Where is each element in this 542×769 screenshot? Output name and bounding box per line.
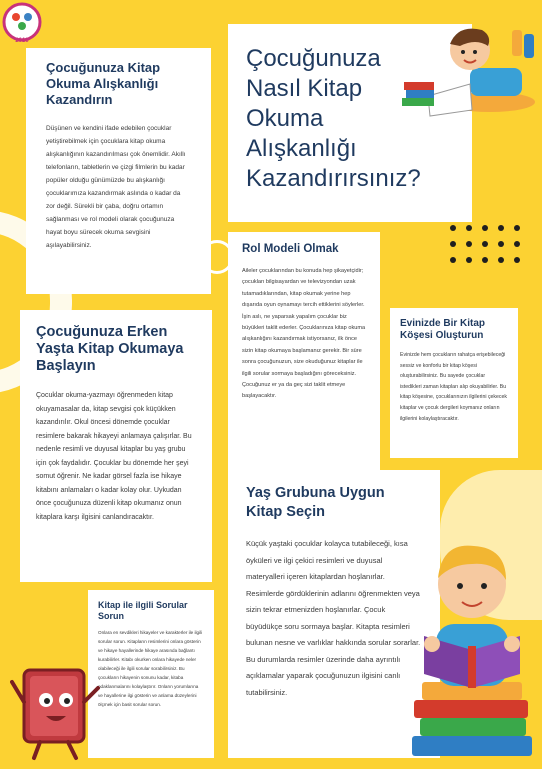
school-logo <box>2 2 42 46</box>
section-body: Evinizde hem çocukların rahatça erişebileceği sessiz ve konforlu bir kitap köşesi oluşturabilirsiniz. Bu sayede çocuklar istedikleri zaman kitapları alıp okuyabilirler. Bu kitap köşesine, çocuklarınızın ilgilerini çekecek kitaplar ve çocuk dergileri koymanız onların ilgilerini kolaylaştıracaktır. <box>400 352 507 422</box>
section-title: Evinizde Bir Kitap Köşesi Oluşturun <box>400 318 486 341</box>
section-body: Küçük yaştaki çocuklar kolayca tutabileceği, kısa öyküleri ve ilgi çekici resimleri ve duyusal materyalleri içeren kitaplardan hoşlanırlar. Resimlerde gördüklerinin adlarını öğrenmekten veya sizin tekrar etmenizden hoşlanırlar. Çocuk büyüdükçe soru sormaya başlar. Kitapta resimleri bulunan nesne ve varlıklar hakkında sorular sorarlar. Bu durumlarda resimler üzerinde daha ayrıntılı açıklamalar yaparak çocuğunuzun ilgisini canlı tutabilirsiniz. <box>246 539 421 697</box>
main-title: Çocuğunuza Nasıl Kitap Okuma Alışkanlığı Kazandırırsınız? <box>246 45 421 192</box>
section-body: Düşünen ve kendini ifade edebilen çocuklar yetiştirebilmek için çocuklara kitap okuma alışkanlığının kazandırılması çok önemlidir. Akıllı telefonların, tabletlerin ve çizgi filmlerin bu kadar popüler olduğu günümüzde bu alışkanlığı çocuklarımıza kazandırmak aslında o kadar da zor değil. Sürekli bir çaba, doğru ortamın sağlanması ve rol modeli olarak çocuğunuza hayat boyu sürecek okuma sevgisini aşılayabilirsiniz. <box>46 125 186 249</box>
habit-section <box>26 48 211 294</box>
book-corner-section <box>390 308 518 458</box>
section-title: Yaş Grubuna Uygun Kitap Seçin <box>246 485 385 520</box>
section-body: Aileler çocuklarından bu konuda hep şikayetçidir; çocukları bilgisayardan ve televizyondan uzak tutamadıklarından, kitap okumak yerine hep dışarıda oyun oynamayı tercih ettiklerini söylerler. İşin aslı, ne yaparsak yapalım çocuklar biz büyükleri taklit ederler. Çocuklarınıza kitap okuma alışkanlığını kazandırmak istiyorsanız, ilk önce sizin kitap okumaya başlamanız gerekir. Bir süre sonra çocuğunuzun, size okuduğunuz kitaplar ile ilgili sorular sormaya başladığını göreceksiniz. Çocuğunuz er ya da geç sizi taklit etmeye başlayacaktır. <box>242 268 366 400</box>
section-title: Çocuğunuza Erken Yaşta Kitap Okumaya Başlayın <box>36 324 184 374</box>
section-title: Rol Modeli Olmak <box>242 243 339 255</box>
logo-year: 2019 <box>15 38 29 44</box>
section-title: Kitap ile ilgili Sorular Sorun <box>98 600 188 621</box>
role-model-section <box>228 232 380 484</box>
questions-section <box>88 590 214 758</box>
section-title: Çocuğunuza Kitap Okuma Alışkanlığı Kazandırın <box>46 60 161 107</box>
early-reading-section <box>20 310 212 582</box>
boy-reading-illustration <box>400 12 542 124</box>
book-character-illustration <box>10 652 102 762</box>
section-body: Onlara en sevdikleri hikayeler ve karakterler ile ilgili sorular sorun. Kitapların resimlerini onlara gösterin ve hikaye hayallerinde hikaye arasında bağlantı kurabilirler. Kitabı okurken onlara hikayede neler olabileceği ile ilgili sorular sorabilirsiniz. Bu çocukların hikayenin sonunu kadar, kitaba odaklanmalarını kolaylaştırır. Onların yorumlarına ve hayallerine ilgi gösterin ve anlama düzeylerini ölçmek için basit sorular sorun. <box>98 630 203 707</box>
dot-grid <box>450 225 530 275</box>
boy-on-books-illustration <box>402 528 542 764</box>
section-body: Çocuklar okuma-yazmayı öğrenmeden kitap okuyamasalar da, kitap sevgisi çok küçükken kazandırılır. Okul öncesi dönemde çocuklar resimlere bakarak hikayeyi anlamaya çalışırlar. Bu nedenle resimli ve duyusal kitaplar bu yaş grubu için çok faydalıdır. Çocuklar bu dönemde her şeyi somut öğrenir. Ne kadar görsel fazla ise hikaye kitabını anlamaları o kadar kolay olur. Uykudan önce çocuğunuza düzenli kitap okumanız onun kitaplara karşı ilgisini canlandıracaktır. <box>36 392 192 521</box>
